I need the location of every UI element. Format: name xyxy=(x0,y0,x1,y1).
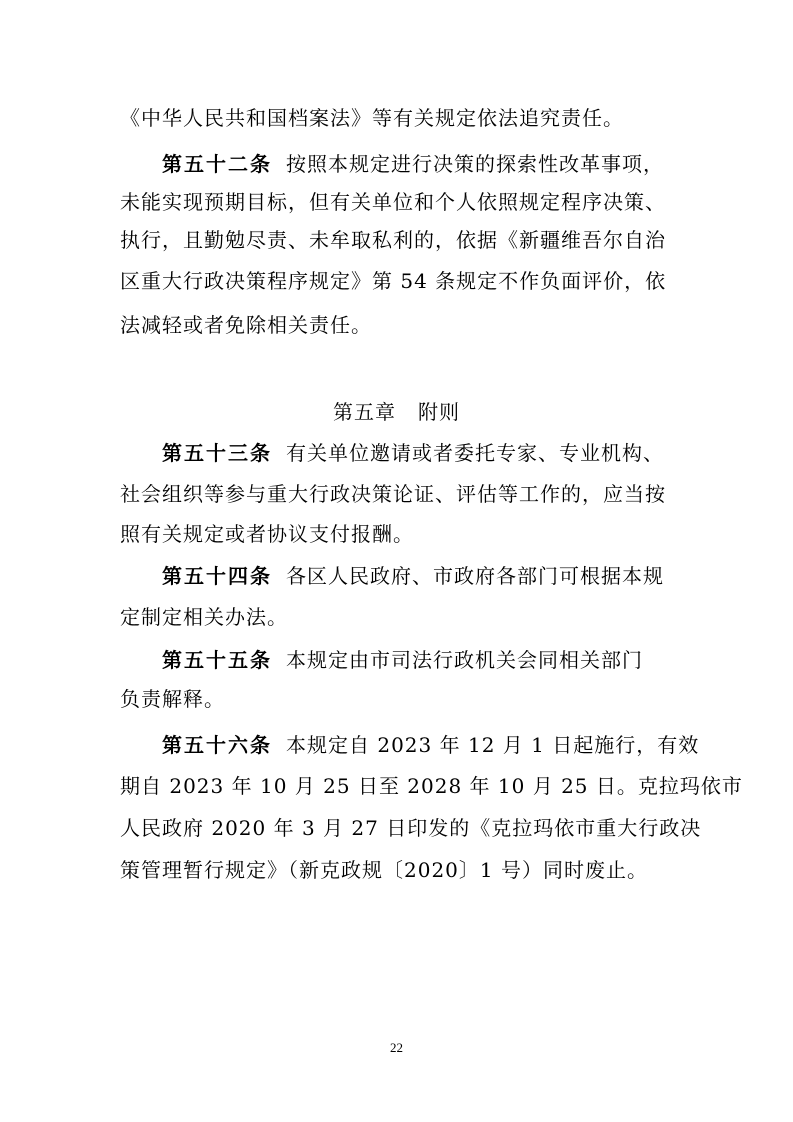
chapter-title: 附则 xyxy=(418,400,460,424)
article-55-first-line xyxy=(162,646,722,674)
text-line: 定制定相关办法。 xyxy=(120,605,288,629)
article-53-first-line xyxy=(162,439,722,467)
chapter-number: 第五章 xyxy=(333,400,396,424)
text-line: 法减轻或者免除相关责任。 xyxy=(120,313,372,337)
article-55-heading: 第五十五条 xyxy=(162,648,272,672)
text-line: 《中华人民共和国档案法》等有关规定依法追究责任。 xyxy=(120,106,624,130)
page-number: 22 xyxy=(390,1040,403,1055)
article-56-heading: 第五十六条 xyxy=(162,733,272,757)
article-56-text: 本规定自 2023 年 12 月 1 日起施行，有效 xyxy=(286,733,700,757)
article-52-heading: 第五十二条 xyxy=(162,152,272,176)
article-54-text: 各区人民政府、市政府各部门可根据本规 xyxy=(286,564,664,588)
article-53-text: 有关单位邀请或者委托专家、专业机构、 xyxy=(286,441,664,465)
text-line: 区重大行政决策程序规定》第 54 条规定不作负面评价，依 xyxy=(120,269,667,293)
article-53-heading: 第五十三条 xyxy=(162,441,272,465)
text-line: 人民政府 2020 年 3 月 27 日印发的《克拉玛依市重大行政决 xyxy=(120,816,702,840)
text-line: 期自 2023 年 10 月 25 日至 2028 年 10 月 25 日。克拉玛依市 xyxy=(120,774,743,798)
article-54-heading: 第五十四条 xyxy=(162,564,272,588)
article-52-first-line xyxy=(162,150,722,178)
chapter-heading xyxy=(0,398,793,426)
article-56-first-line xyxy=(162,731,722,759)
article-55-text: 本规定由市司法行政机关会同相关部门 xyxy=(286,648,643,672)
article-54-first-line xyxy=(162,562,722,590)
article-52-text: 按照本规定进行决策的探索性改革事项， xyxy=(286,152,664,176)
text-line: 负责解释。 xyxy=(120,687,225,711)
text-line: 执行，且勤勉尽责、未牟取私利的，依据《新疆维吾尔自治 xyxy=(120,228,666,252)
text-line: 策管理暂行规定》（新克政规〔2020〕1 号）同时废止。 xyxy=(120,858,648,882)
text-line: 社会组织等参与重大行政决策论证、评估等工作的，应当按 xyxy=(120,482,666,506)
text-line: 照有关规定或者协议支付报酬。 xyxy=(120,522,414,546)
text-line: 未能实现预期目标，但有关单位和个人依照规定程序决策、 xyxy=(120,190,666,214)
